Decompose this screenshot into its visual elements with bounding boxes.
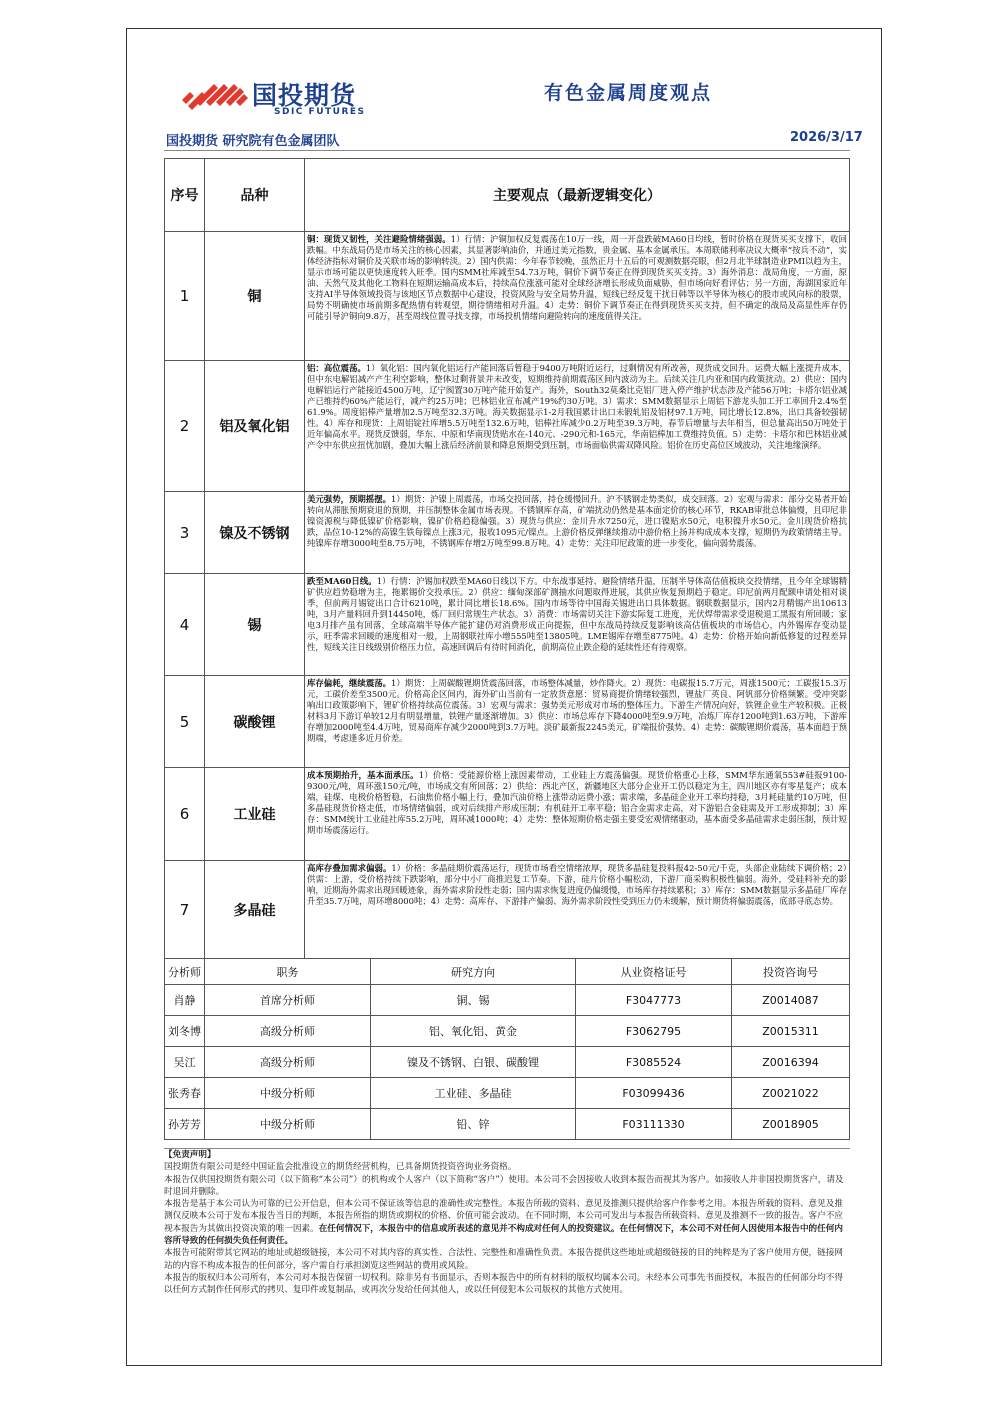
analyst-focus: 铜、锡 (371, 985, 576, 1016)
row-no: 4 (165, 574, 205, 676)
row-view (305, 574, 850, 676)
analyst-focus: 镍及不锈钢、白银、碳酸锂 (371, 1047, 576, 1078)
team-line: 国投期货 研究院有色金属团队 (166, 134, 340, 149)
analyst-row (165, 985, 850, 1016)
view-text: 1）行情：沪铜加权反复震荡在10万一线，周一开盘跌破MA60日均线，暂时价格在现货买买支撑下，收回跌幅。中东战局仍是市场关注的核心因素，其显著影响油价，并通过美元指数，贵金属、基本金属承压。本周联储利率决议大概率“按兵不动”，实体经济指标对铜价及关联市场的影响转淡。2）国内供需：今年春节较晚，虽然正月十五后的可观测数据亮眼，但2月北半球制造业PMI以趋为主，显示市场可能以更快速度转入旺季。国内SMM社库减至54.73万吨，铜价下调节奏正在得到现货买买支持。3）海外消息：战局角度，一方面，原油、天然气及其他化工物料在短期运输高成本后，持续高位涨涨可能对全球经济增长形成负面威胁，但市场向好看评估；另一方面，海湖国家近年支持AI半导体领域投资与该地区节点数据中心建设，投资风险与安全局势升温，短线已经反复干扰日韩等以半导体为核心的股市或风向标的股票，局势不明确使市场前期多配热情有转观望，期待情绪相对升温。4）走势：铜价下调节奏正在得到现货买买支持，但不确定的战局及高显性库存仍可能引导沪铜向9.8万，甚至周线位置寻找支撑，市场投机情绪向避险转向的速度值得关注。 (307, 234, 847, 321)
table-row (165, 492, 850, 574)
analyst-name: 刘冬博 (165, 1016, 205, 1047)
row-name: 多晶硅 (205, 861, 305, 959)
row-view (305, 232, 850, 361)
analyst-name: 孙芳芳 (165, 1109, 205, 1140)
analyst-row (165, 1109, 850, 1140)
col-header-no: 序号 (165, 159, 205, 232)
sdic-logo (180, 74, 370, 116)
analyst-license: F3047773 (576, 985, 732, 1016)
logo-english-text: SDIC FUTURES (274, 107, 366, 117)
analyst-col-name: 分析师 (165, 959, 205, 985)
view-text: 1）期货：上周碳酸锂期货震荡回落，市场整体减量，炒作降火。2）现货：电碳报15.7万元，周涨1500元；工碳报15.3万元，工碳价差至3500元。价格高企区间内，海外矿山当前有一定放货意愿：贸易商提价情绪较强烈，锂盐厂英良、阿钒部分价格频繁。受冲突影响出口政策影响下，锂矿价格持续高位震荡。3）宏观与需求：强势美元形成对市场的整体压力。下游生产情况向好，铁锂企业生产较积极。正极材料3月下游订单较12月有明显增量，铁锂产量逐渐增加。3）供应：市场总库存下降4000吨至9.9万吨，冶炼厂库存1200吨到1.63万吨，下游库存增加2000吨至4.4万吨，贸易商库存减少2000吨到3.7万吨。淡矿最新报2245美元，矿端报价强势。4）走势：碳酸锂期价震荡，基本面趋于预期端，考虑逢多近月价差。 (307, 678, 847, 743)
analyst-focus: 工业硅、多晶硅 (371, 1078, 576, 1109)
disclaimer-paragraph: 本报告可能附带其它网站的地址或超级链接，本公司不对其内容的真实性、合法性、完整性和准确性负责。本报告提供这些地址或超级链接的目的纯粹是为了客户使用方便，链接网站的内容不构成本报告的任何部分，客户需自行承担浏览这些网站的费用或风险。 (164, 1248, 843, 1271)
disclaimer-paragraph: 本报告仅供国投期货有限公司（以下简称“本公司”）的机构或个人客户（以下简称“客户”）使用。本公司不会因接收人收到本报告而视其为客户。如接收人并非国投期货客户，请及时退回并删除。 (164, 1174, 844, 1197)
view-text: 1）行情：沪锡加权跌至MA60日线以下方。中东战事延持、避险情绪升温，压制半导体高估值板块交投情绪，且今年全球锡精矿供应趋势稳增为主，拖累锡价交投承压。2）供应：缅甸深部矿测抽水问题取得进展，其供应恢复预期趋于稳定。印尼前两月配额申请处相对谈季，但前两月锡锭出口合计6210吨，累计同比增长18.6%。国内市场等待中国海关锡进出口具体数据。钢联数据显示，国内2月精锡产出10613吨，3月产量料回升到14450吨，炼厂回归常规生产状态。3）消费：市场需切关注下游实际复工进度，光伏焊带需求受退税退工黑报有所回暖；家电3月排产虽有回落，全球高端半导体产能扩建仍对消费形成正向提振，但中东战局持续反复影响该高估值板块的市场信心，内外锡库存变动显示，旺季需求回暖的速度相对一般，上周钢联社库小增555吨至13805吨。LME锡库存增至8775吨。4）走势：价格开始向新低修复的过程差异性，短线关注日线级别价格压力位，高速回调后有待时间消化，前期高位止跌企稳的延续性还有待观察。 (307, 576, 847, 652)
row-name: 碳酸锂 (205, 676, 305, 768)
analyst-header-row (165, 959, 850, 985)
table-header-row (165, 159, 850, 232)
view-lead: 库存偏耗，继续震荡。 (307, 678, 392, 688)
analyst-consult: Z0015311 (732, 1016, 850, 1047)
disclaimer-text: 本报告是基于本公司认为可靠的已公开信息，但本公司不保证该等信息的准确性或完整性。本报告所载的资料、意见及推测只提供给客户作参考之用。本报告所载的资料、意见及推测仅反映本公司于发布本报告当日的判断，本报告所指的期货或期权的价格、价值可能会波动。在不同时期，本公司可发出与本报告所载资料、意见及推测不一致的报告。客户不应视本报告为其做出投资决策的唯一因素。 (164, 1199, 843, 1234)
analyst-row (165, 1047, 850, 1078)
disclaimer-paragraph: 国投期货有限公司是经中国证监会批准设立的期货经营机构，已具备期货投资咨询业务资格。 (164, 1162, 517, 1173)
view-lead: 高库存叠加需求偏弱。 (307, 863, 392, 873)
report-date: 2026/3/17 (790, 130, 863, 145)
analyst-col-title: 职务 (205, 959, 371, 985)
row-name: 工业硅 (205, 768, 305, 861)
col-header-name: 品种 (205, 159, 305, 232)
row-no: 1 (165, 232, 205, 361)
row-no: 5 (165, 676, 205, 768)
table-row (165, 676, 850, 768)
table-row (165, 861, 850, 959)
row-view (305, 361, 850, 492)
view-lead: 铝：高位震荡。 (307, 363, 366, 373)
view-text: 1）价格：受能源价格上涨因素带动，工业硅上方震荡偏强。现货价格重心上移，SMM华东通氧553#硅报9100-9300元/吨，周环涨150元/吨，市场成交有所回落；2）供给：西北产区，新疆地区大部分企业开工仍以稳定为主，四川地区亦有零星复产；成本端，硅煤、电极价格暂稳，石油焦价格小幅上行，叠加汽油价格上涨带动运费小涨；需求端，多晶硅企业开工率均持稳，3月耗硅量约10万吨，但多晶硅现货价格走低，市场情绪偏弱，或对后续排产形成压制；有机硅开工率平稳；铝合金需求走高，对下游铝合金硅需及开工形成抑制；3）库存：SMM统计工业硅社库55.2万吨，周环减1000吨；4）走势：整体短期价格走强主要受宏观情绪驱动，基本面受多晶硅需求走弱压制，预计短期市场震荡运行。 (307, 770, 847, 835)
row-view (305, 768, 850, 861)
table-row (165, 768, 850, 861)
view-lead: 铜：现货又韧性，关注避险情绪强弱。 (307, 234, 451, 244)
analyst-title: 高级分析师 (205, 1047, 371, 1078)
analyst-license: F03111330 (576, 1109, 732, 1140)
table-row (165, 574, 850, 676)
logo-chinese-text: 国投期货 (252, 81, 357, 110)
row-view (305, 492, 850, 574)
view-text: 1）期货：沪镍上周震荡，市场交投回落，持仓缓慢回升。沪不锈钢走势类似，成交回落。2）宏观与需求：部分交易者开始转向从滞胀预期衰退的预期，并压制整体金属市场表现。不锈钢库存高，矿端扰动仍然是基本面定价的核心环节，RKAB审批总体偏慢，且印尼非镍资源税与降低镍矿价格影响，镍矿价格趋稳偏强。3）现货与供应：金川升水7250元，进口镍贴水50元，电积镍升水50元。金川现货价格抗跌，品位10-12%的高镍生铁每镍点上涨3元，报收1095元/镍点。上游价格反弹继续推动中游价格上扬并构成成本支撑，短期仍为政策情绪主导。纯镍库存增3000吨至8.75万吨，不锈钢库存增2万吨至99.8万吨。4）走势：关注印尼政策的进一步变化，偏向弱势震荡。 (307, 494, 847, 548)
view-lead: 跌至MA60日线。 (307, 576, 377, 586)
analyst-col-license: 从业资格证号 (576, 959, 732, 985)
analyst-table (164, 958, 850, 1140)
analyst-title: 中级分析师 (205, 1078, 371, 1109)
metals-views-table (164, 158, 850, 959)
disclaimer-paragraph: 本报告的版权归本公司所有，本公司对本报告保留一切权利。除非另有书面显示，否则本报告中的所有材料的版权均属本公司。未经本公司事先书面授权，本报告的任何部分均不得以任何方式制作任何形式的拷贝、复印件或复制品，或再次分发给任何其他人，或以任何侵犯本公司版权的其他方式使用。 (164, 1272, 843, 1296)
report-title: 有色金属周度观点 (544, 82, 713, 104)
table-row (165, 232, 850, 361)
table-row (165, 361, 850, 492)
report-header (164, 68, 850, 117)
analyst-title: 高级分析师 (205, 1016, 371, 1047)
disclaimer-paragraph (164, 1198, 850, 1247)
analyst-name: 肖静 (165, 985, 205, 1016)
row-view (305, 676, 850, 768)
analyst-license: F3062795 (576, 1016, 732, 1047)
sdic-logo-mark-icon (180, 78, 250, 112)
row-name: 镍及不锈钢 (205, 492, 305, 574)
row-no: 2 (165, 361, 205, 492)
row-no: 7 (165, 861, 205, 959)
analyst-consult: Z0016394 (732, 1047, 850, 1078)
analyst-title: 首席分析师 (205, 985, 371, 1016)
row-no: 6 (165, 768, 205, 861)
disclaimer-title: 【免责声明】 (164, 1150, 216, 1160)
analyst-row (165, 1016, 850, 1047)
row-name: 铜 (205, 232, 305, 361)
analyst-row (165, 1078, 850, 1109)
col-header-view: 主要观点（最新逻辑变化） (305, 159, 850, 232)
analyst-name: 张秀春 (165, 1078, 205, 1109)
analyst-col-focus: 研究方向 (371, 959, 576, 985)
view-lead: 成本预期抬升，基本面承压。 (307, 770, 419, 780)
view-lead: 美元强势，预期摇摆。 (307, 494, 392, 504)
analyst-consult: Z0021022 (732, 1078, 850, 1109)
row-no: 3 (165, 492, 205, 574)
analyst-consult: Z0018905 (732, 1109, 850, 1140)
analyst-focus: 铅、锌 (371, 1109, 576, 1140)
row-name: 铝及氧化铝 (205, 361, 305, 492)
view-text: 1）氧化铝：国内氧化铝运行产能回落后暂稳于9400万吨附近运行，过剩情况有所改善，现货成交回升。运费大幅上涨提升成本，但中东电解铝减产产生利空影响，整体过剩背景并未改变，短期维持前期震荡区间内波动为主。后续关注几内亚和国内政策扰动。2）供应：国内电解铝运行产能接近4500万吨，辽宁阂置30万吨产能开始复产。海外，South32莫桑比克铝厂进入停产维护状态涉及产能56万吨；卡塔尔铝业减产已维持约60%产能运行，减产约25万吨；巴林铝业宣布减产19%约30万吨。3）需求：SMM数据显示上周铝下游龙头加工开工率回升2.4%至61.9%。周度铝棒产量增加2.5万吨至32.3万吨。海关数据显示1-2月我国累计出口未锻轧铝及铝材97.1万吨，同比增长12.8%，出口具备较强韧性。4）库存和现货：上周铝锭社库增5.5万吨至132.6万吨，铝棒社库减少0.2万吨至39.3万吨，春节后增量与去年相当，但总量高出50万吨处于近年偏高水平。现货反馈弱，华东、中原和华南现货贴水在-140元、-290元和-165元，华南铝棒加工费维持负值。5）走势：卡塔尔和巴林铝业减产令中东供应扭忧加剧，叠加大幅上涨后经济前景和降息预期受到压制，市场面临供需双降风险。铝价在历史高位区域波动，关注地缘演绎。 (307, 363, 847, 450)
analyst-title: 中级分析师 (205, 1109, 371, 1140)
row-view (305, 861, 850, 959)
analyst-consult: Z0014087 (732, 985, 850, 1016)
analyst-focus: 铝、氧化铝、黄金 (371, 1016, 576, 1047)
analyst-license: F3085524 (576, 1047, 732, 1078)
analyst-name: 吴江 (165, 1047, 205, 1078)
disclaimer-bold-text: 在任何情况下，本报告中的信息或所表述的意见并不构成对任何人的投资建议。在任何情况下，本公司不对任何人因使用本报告中的任何内容所导致的任何损失负任何责任。 (164, 1223, 843, 1247)
view-text: 1）价格：多晶硅期价震荡运行，现货市场看空情绪浓厚，现货多晶硅复投料报42-50元/千克，头部企业陆续下调价格；2）供需：上游，受价格持续下跌影响，部分中小厂商推迟复工节奏。下游，硅片价格小幅松动，下游厂商采购积极性偏弱。海外，受硅料补充的影响，近期海外需求出现回暖迹象，海外需求阶段性走弱；国内需求恢复进度仍偏缓慢，市场库存持续累积；3）库存：SMM数据显示多晶硅厂库存升至35.7万吨，周环增8000吨；4）走势：高库存、下游排产偏弱、海外需求阶段性受到压力仍未缓解，预计期货将偏弱震荡，底部寻底态势。 (307, 863, 847, 906)
analyst-col-consult: 投资咨询号 (732, 959, 850, 985)
disclaimer (164, 1148, 850, 1311)
analyst-license: F03099436 (576, 1078, 732, 1109)
row-name: 锡 (205, 574, 305, 676)
header-divider (164, 150, 850, 151)
